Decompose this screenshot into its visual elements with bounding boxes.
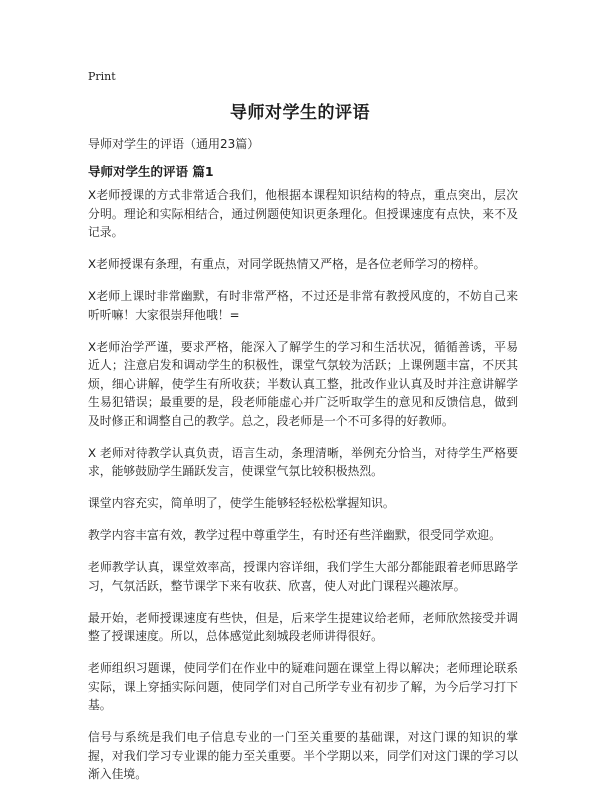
paragraph: 老师组织习题课，使同学们在作业中的疑难问题在课堂上得以解决；老师理论联系实际，课上穿插实际问题，使同学们对自己所学专业有初步了解，为今后学习打下基。 <box>88 661 518 712</box>
paragraph: 信号与系统是我们电子信息专业的一门至关重要的基础课，对这门课的知识的掌握，对我们学习专业课的能力至关重要。半个学期以来，同学们对这门课的学习以渐入佳境。 <box>88 730 518 781</box>
print-link[interactable]: Print <box>88 70 116 83</box>
paragraph: 课堂内容充实，简单明了，使学生能够轻轻松松掌握知识。 <box>88 496 395 510</box>
page-title: 导师对学生的评语 <box>230 103 370 123</box>
paragraph: X老师授课有条理，有重点，对同学既热情又严格，是各位老师学习的榜样。 <box>88 257 486 271</box>
paragraph: 教学内容丰富有效，教学过程中尊重学生，有时还有些洋幽默，很受同学欢迎。 <box>88 528 501 542</box>
paragraph: 老师教学认真，课堂效率高，授课内容详细，我们学生大部分都能跟着老师思路学习，气氛活跃，整节课学下来有收获、欣喜，使人对此门课程兴趣浓厚。 <box>88 560 518 593</box>
paragraph: X 老师对待教学认真负责，语言生动，条理清晰，举例充分恰当，对待学生严格要求，能够鼓励学生踊跃发言，使课堂气氛比较积极热烈。 <box>88 445 518 478</box>
document-subtitle: 导师对学生的评语（通用23篇） <box>88 137 260 151</box>
paragraph: X老师上课时非常幽默，有时非常严格，不过还是非常有教授风度的，不妨自己来听听嘛！大家很崇拜他哦！= <box>88 289 518 322</box>
section-heading: 导师对学生的评语 篇1 <box>88 164 214 179</box>
paragraph: X老师授课的方式非常适合我们，他根据本课程知识结构的特点，重点突出，层次分明。理论和实际相结合，通过例题使知识更条理化。但授课速度有点快，来不及记录。 <box>88 188 518 239</box>
paragraph: X老师治学严谨，要求严格，能深入了解学生的学习和生活状况，循循善诱，平易近人；注意启发和调动学生的积极性，课堂气氛较为活跃；上课例题丰富，不厌其烦，细心讲解，使学生有所收获；半数认真工整，批改作业认真及时并注意讲解学生易犯错误；最重要的是，段老师能虚心并广泛听取学生的意见和反馈信息，做到及时修正和调整自己的教学。总之，段老师是一个不可多得的好教师。 <box>88 339 518 428</box>
article-body <box>88 186 518 797</box>
paragraph: 最开始，老师授课速度有些快，但是，后来学生提建议给老师，老师欣然接受并调整了授课速度。所以，总体感觉此刻城段老师讲得很好。 <box>88 610 518 643</box>
